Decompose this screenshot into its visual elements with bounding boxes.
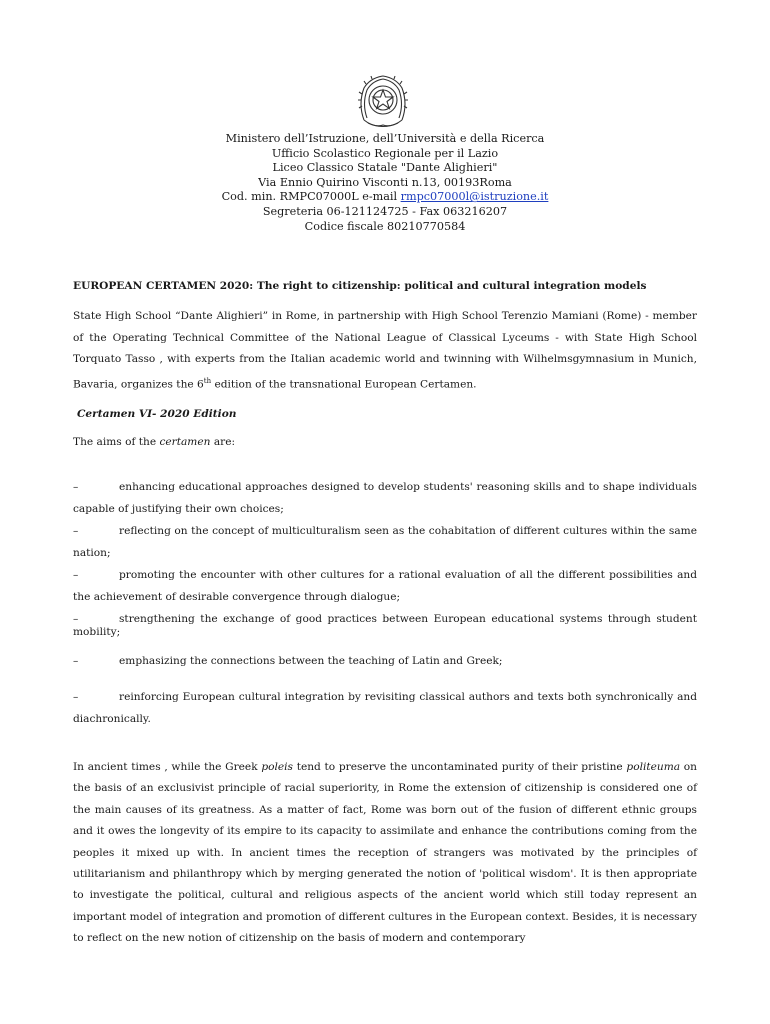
intro-text: State High School “Dante Alighieri” in Rome, in partnership with High School Terenzio Mamiani (Rome) - member of the Operating Technical Committee of the National League of Classical Lyceums - with State High School Torquato Tasso , with experts from the Italian academic world and twinning with Wilhelmsgymnasium in Munich, Bavaria, organizes the 6 <box>73 310 697 391</box>
intro-paragraph <box>73 306 697 396</box>
document-title: EUROPEAN CERTAMEN 2020: The right to citizenship: political and cultural integration models <box>73 280 647 292</box>
aim-item <box>73 477 697 520</box>
aim-text: emphasizing the connections between the teaching of Latin and Greek; <box>119 655 503 667</box>
edition-heading: Certamen VI- 2020 Edition <box>77 408 237 420</box>
aim-dash: – <box>73 691 79 703</box>
aims-label-text: The aims of the <box>73 436 160 448</box>
intro-text-end: edition of the transnational European Certamen. <box>211 378 477 391</box>
header-office: Ufficio Scolastico Regionale per il Lazio <box>271 146 499 160</box>
header-code: Cod. min. RMPC07000L e-mail <box>221 190 401 204</box>
aim-dash: – <box>73 481 79 493</box>
header-school: Liceo Classico Statale "Dante Alighieri" <box>272 161 498 175</box>
header-code-line <box>0 190 770 205</box>
aim-text: reflecting on the concept of multiculturalism seen as the cohabitation of different cultures within the same nation; <box>73 525 697 559</box>
header-ministry: Ministero dell’Istruzione, dell’Università e della Ricerca <box>225 132 545 145</box>
aim-dash: – <box>73 569 79 581</box>
history-paragraph <box>73 757 697 950</box>
aim-item <box>73 687 697 730</box>
email-link[interactable]: rmpc07000l@istruzione.it <box>400 190 549 204</box>
aim-dash: – <box>73 613 79 625</box>
aims-label <box>73 436 235 448</box>
aim-item <box>73 651 697 673</box>
paragraph-italic-poleis: poleis <box>261 761 293 773</box>
aim-text: reinforcing European cultural integration by revisiting classical authors and texts both synchronically and diachronically. <box>73 691 697 725</box>
institution-header <box>0 132 770 234</box>
header-fiscal-code: Codice fiscale 80210770584 <box>304 219 466 233</box>
paragraph-text: on the basis of an exclusivist principle of racial superiority, in Rome the extension of citizenship is considered one of the main causes of its greatness. As a matter of fact, Rome was born out of the fusion of different ethnic groups and it owes the longevity of its empire to its capacity to assimilate and enhance the contributions coming from the peoples it mixed up with. In ancient times the reception of strangers was motivated by the principles of utilitarianism and philanthropy which by merging generated the notion of 'political wisdom'. It is then appropriate to investigate the political, cultural and religious aspects of the ancient world which still today represent an important model of integration and promotion of different cultures in the European context. Besides, it is necessary to reflect on the new notion of citizenship on the basis of modern and contemporary <box>73 761 697 945</box>
aim-dash: – <box>73 525 79 537</box>
aim-item <box>73 565 697 608</box>
paragraph-italic-politeuma: politeuma <box>626 761 681 773</box>
paragraph-text: In ancient times , while the Greek <box>73 761 262 773</box>
header-phone: Segreteria 06-121124725 - Fax 063216207 <box>262 204 508 218</box>
aim-text: strengthening the exchange of good practices between European educational systems through student mobility; <box>73 613 697 638</box>
aim-item <box>73 613 697 639</box>
aim-item <box>73 521 697 564</box>
intro-superscript: th <box>203 376 212 385</box>
aims-label-italic: certamen <box>159 436 211 448</box>
aims-label-end: are: <box>210 436 236 448</box>
italian-republic-emblem-icon <box>354 70 412 132</box>
header-address: Via Ennio Quirino Visconti n.13, 00193Roma <box>258 175 512 189</box>
aim-text: promoting the encounter with other cultures for a rational evaluation of all the different possibilities and the achievement of desirable convergence through dialogue; <box>73 569 697 603</box>
aim-text: enhancing educational approaches designed to develop students' reasoning skills and to shape individuals capable of justifying their own choices; <box>73 481 697 515</box>
paragraph-text: tend to preserve the uncontaminated purity of their pristine <box>293 761 627 773</box>
aim-dash: – <box>73 655 79 667</box>
